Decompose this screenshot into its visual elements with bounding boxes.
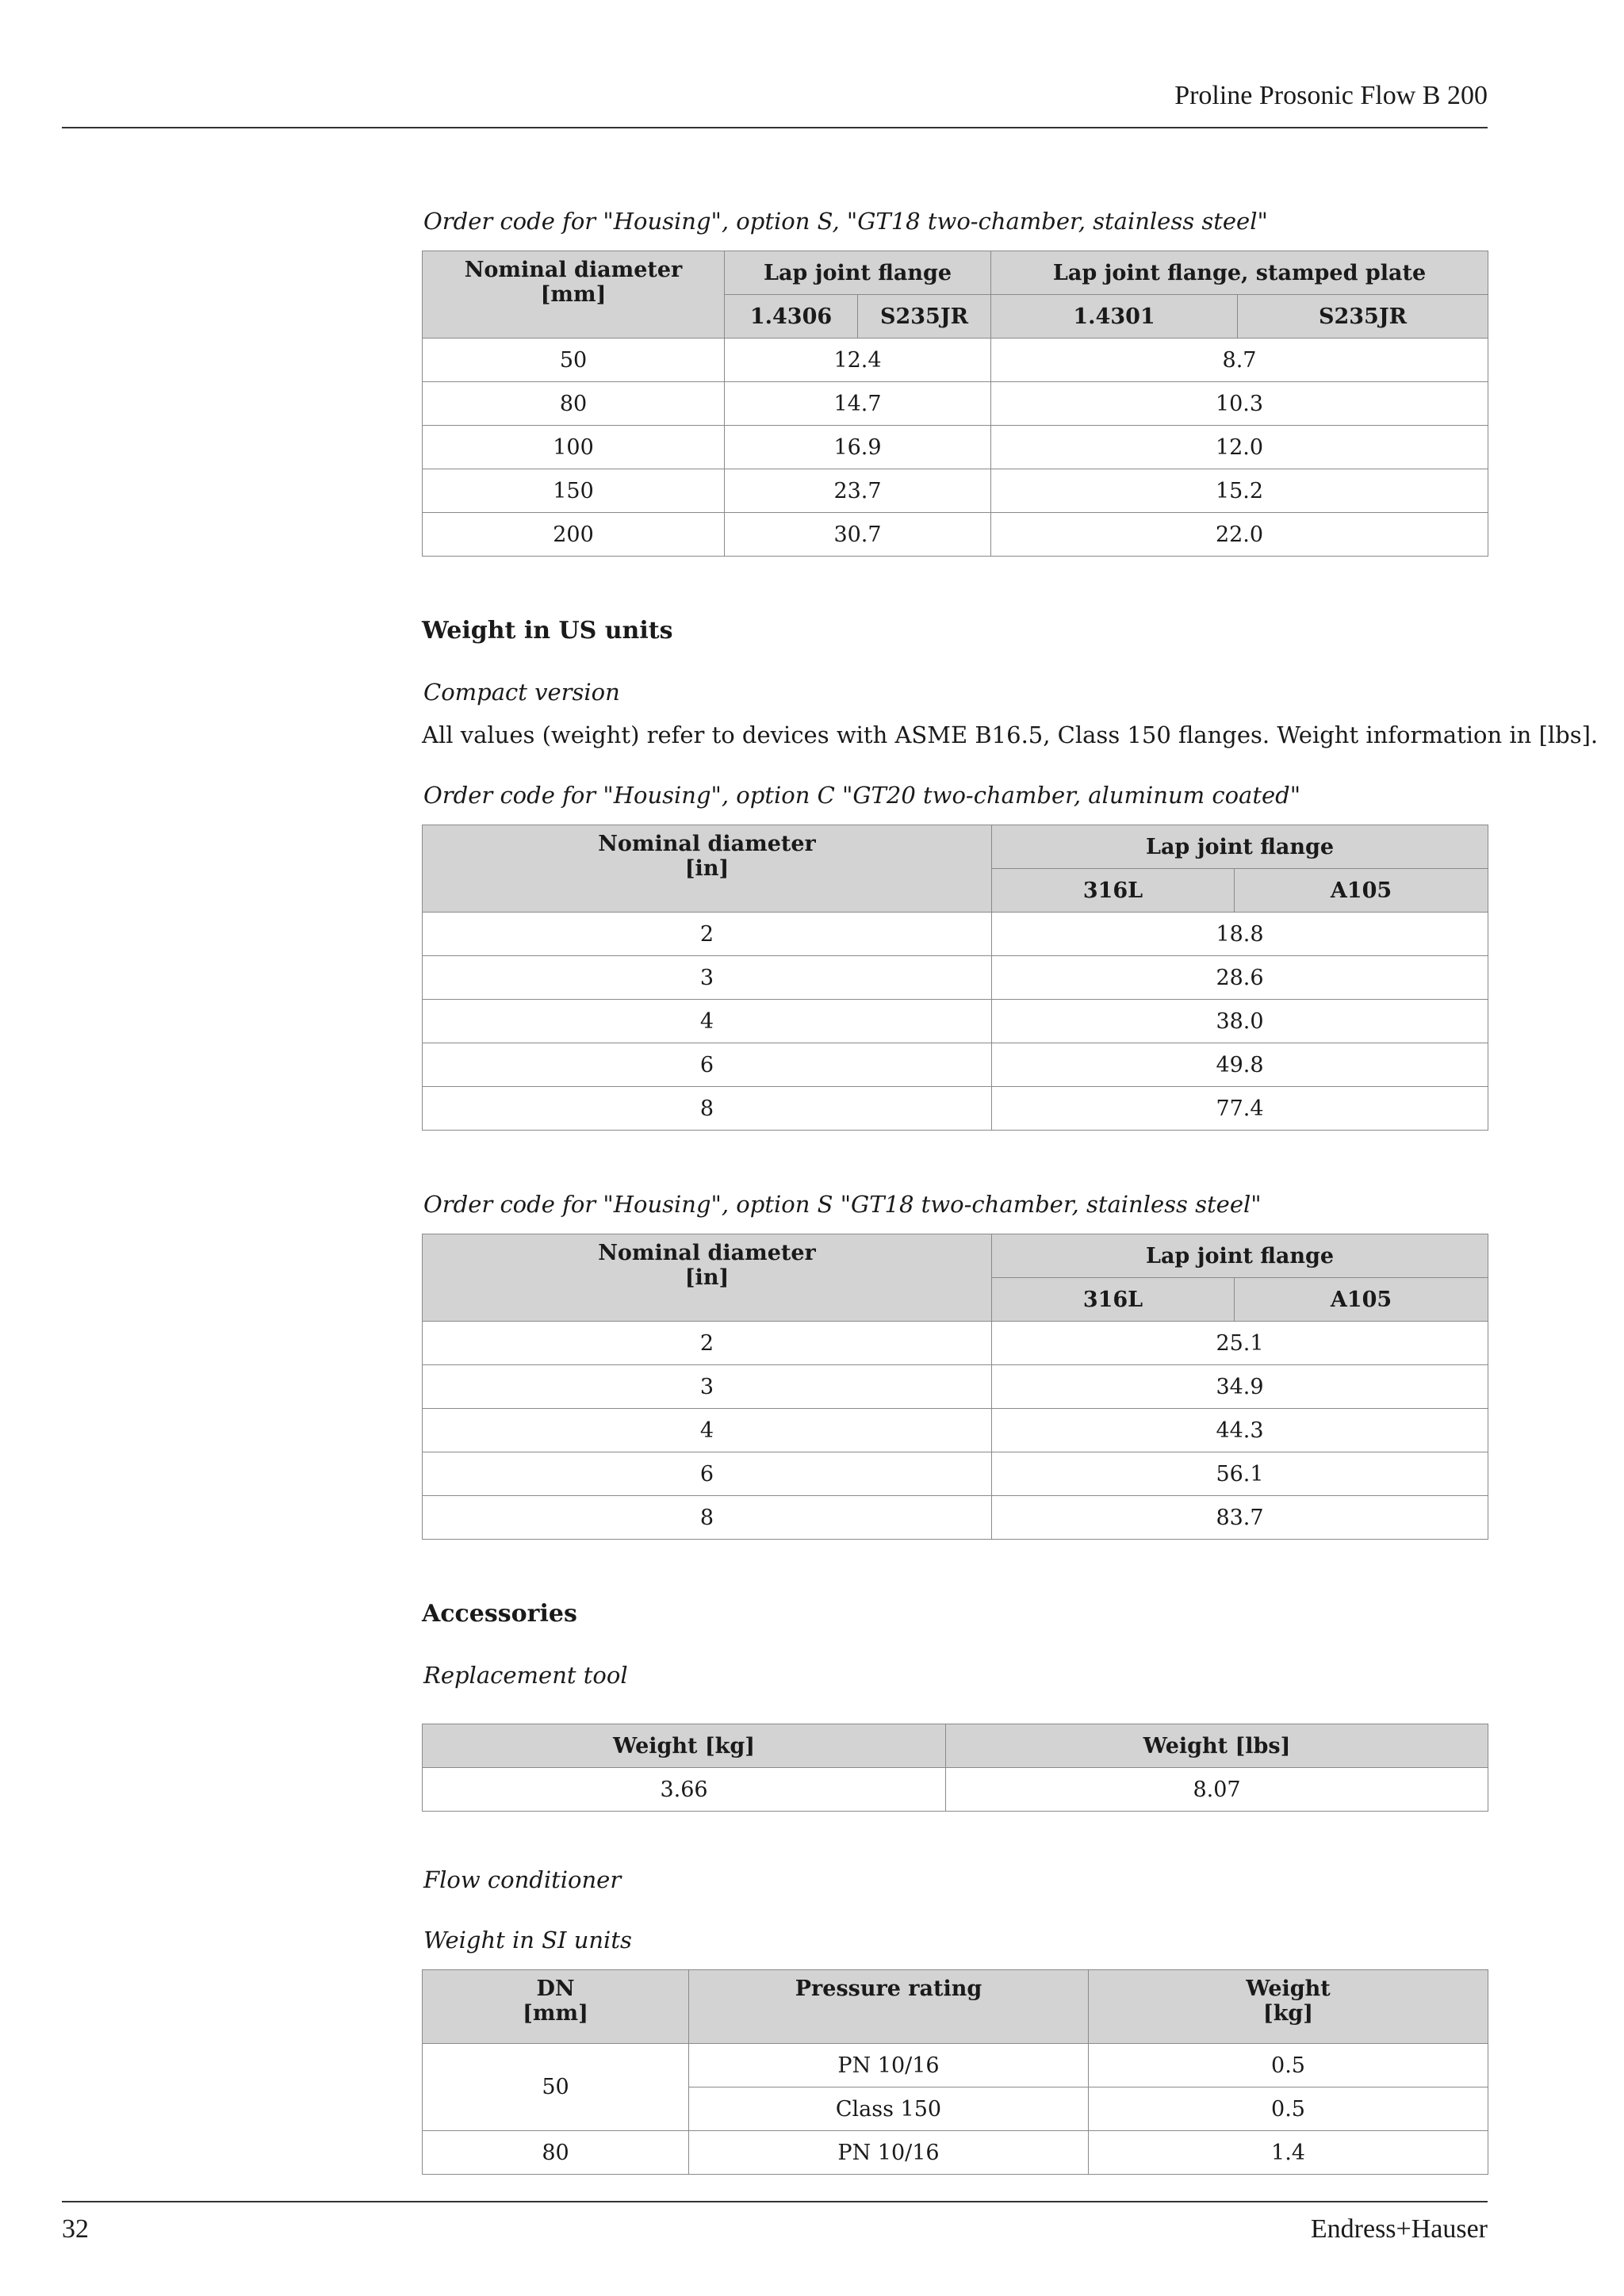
table2-sub-header: A105 — [1235, 869, 1488, 913]
table-cell: 49.8 — [992, 1043, 1488, 1087]
fc-header-weight-line2: [kg] — [1262, 2001, 1314, 2026]
table-cell: 80 — [423, 2131, 689, 2175]
table-cell: Class 150 — [689, 2087, 1089, 2131]
table2 — [422, 825, 1488, 1131]
table-cell: 22.0 — [991, 513, 1488, 557]
fc-header-weight-line1: Weight — [1246, 1976, 1331, 2001]
table-cell: 150 — [423, 469, 725, 513]
table-cell: 200 — [423, 513, 725, 557]
table1-header-line2: [mm] — [540, 282, 607, 307]
table-row — [423, 956, 1488, 1000]
table2-header-line2: [in] — [684, 856, 730, 881]
table1-sub-header: S235JR — [858, 295, 991, 339]
si-units-label: Weight in SI units — [423, 1927, 632, 1954]
section-title-accessories: Accessories — [422, 1600, 577, 1628]
fc-header-weight — [1089, 1970, 1488, 2044]
table-cell: 83.7 — [992, 1496, 1488, 1540]
table-row — [423, 1409, 1488, 1452]
table-cell: 80 — [423, 382, 725, 426]
table-row — [423, 1365, 1488, 1409]
table-row — [423, 339, 1488, 382]
table2-caption: Order code for "Housing", option C "GT20 two-chamber, aluminum coated" — [423, 782, 1301, 809]
table-row — [423, 2131, 1488, 2175]
table-cell: 15.2 — [991, 469, 1488, 513]
footer-rule — [62, 2201, 1488, 2202]
tool-header-weight-lbs: Weight [lbs] — [946, 1724, 1488, 1768]
table3-header-nominal-diameter — [423, 1234, 992, 1322]
table1-sub-header: 1.4301 — [991, 295, 1238, 339]
fc-header-dn — [423, 1970, 689, 2044]
table1-sub-header: 1.4306 — [725, 295, 858, 339]
table-cell: 30.7 — [725, 513, 991, 557]
table-cell: 8 — [423, 1087, 992, 1131]
header-title: Proline Prosonic Flow B 200 — [1174, 81, 1488, 110]
table-cell: 6 — [423, 1043, 992, 1087]
table-row — [423, 1496, 1488, 1540]
table-cell: 25.1 — [992, 1322, 1488, 1365]
table-cell: 100 — [423, 426, 725, 469]
table-cell: 8.7 — [991, 339, 1488, 382]
table-cell: 3 — [423, 956, 992, 1000]
table-row — [423, 913, 1488, 956]
table3-sub-header: A105 — [1235, 1278, 1488, 1322]
table-row — [423, 513, 1488, 557]
table-cell: 4 — [423, 1000, 992, 1043]
table-cell: 1.4 — [1089, 2131, 1488, 2175]
table-cell: 0.5 — [1089, 2044, 1488, 2087]
table1-header-stamped-plate: Lap joint flange, stamped plate — [991, 251, 1488, 295]
table-cell: 2 — [423, 1322, 992, 1365]
table3-header-line1: Nominal diameter — [598, 1241, 816, 1265]
table3-header-line2: [in] — [684, 1265, 730, 1290]
table-cell: 50 — [423, 339, 725, 382]
fc-header-dn-line1: DN — [536, 1976, 575, 2001]
footer-brand: Endress+Hauser — [1310, 2214, 1488, 2244]
table-cell: 6 — [423, 1452, 992, 1496]
table-cell: 12.0 — [991, 426, 1488, 469]
compact-version-label: Compact version — [423, 679, 620, 706]
table-row — [423, 1087, 1488, 1131]
table-row — [423, 2044, 1488, 2087]
table3 — [422, 1234, 1488, 1540]
table-cell: 38.0 — [992, 1000, 1488, 1043]
table-cell: 3 — [423, 1365, 992, 1409]
table-cell: PN 10/16 — [689, 2131, 1089, 2175]
section-title-us-units: Weight in US units — [422, 617, 673, 645]
table-cell: 44.3 — [992, 1409, 1488, 1452]
tool-header-weight-kg: Weight [kg] — [423, 1724, 946, 1768]
table-row — [423, 382, 1488, 426]
table-cell: 14.7 — [725, 382, 991, 426]
table3-header-lap-joint-flange: Lap joint flange — [992, 1234, 1488, 1278]
table-cell: 8 — [423, 1496, 992, 1540]
table-row — [423, 1452, 1488, 1496]
table1-caption: Order code for "Housing", option S, "GT18 two-chamber, stainless steel" — [423, 208, 1268, 235]
table2-header-line1: Nominal diameter — [598, 832, 816, 856]
table-cell: 18.8 — [992, 913, 1488, 956]
table1-header-line1: Nominal diameter — [464, 258, 683, 282]
replacement-tool-table — [422, 1724, 1488, 1812]
table-cell: 3.66 — [423, 1768, 946, 1812]
flow-conditioner-label: Flow conditioner — [423, 1866, 622, 1893]
weight-note: All values (weight) refer to devices with ASME B16.5, Class 150 flanges. Weight information in [lbs]. — [422, 721, 1599, 748]
table-cell: 28.6 — [992, 956, 1488, 1000]
table-row — [423, 426, 1488, 469]
table-row — [423, 1000, 1488, 1043]
table-cell: 8.07 — [946, 1768, 1488, 1812]
table2-header-lap-joint-flange: Lap joint flange — [992, 825, 1488, 869]
table1 — [422, 251, 1488, 557]
table2-header-nominal-diameter — [423, 825, 992, 913]
page-number: 32 — [62, 2214, 89, 2244]
table-row — [423, 1768, 1488, 1812]
table-cell: 2 — [423, 913, 992, 956]
table-cell: 34.9 — [992, 1365, 1488, 1409]
fc-header-dn-line2: [mm] — [523, 2001, 588, 2026]
table-cell: 16.9 — [725, 426, 991, 469]
header-rule — [62, 127, 1488, 128]
table-row — [423, 469, 1488, 513]
table-cell: 4 — [423, 1409, 992, 1452]
table3-sub-header: 316L — [992, 1278, 1235, 1322]
table-cell: PN 10/16 — [689, 2044, 1089, 2087]
table-row — [423, 1043, 1488, 1087]
flow-conditioner-table — [422, 1969, 1488, 2175]
table-cell: 12.4 — [725, 339, 991, 382]
table2-sub-header: 316L — [992, 869, 1235, 913]
table-cell: 77.4 — [992, 1087, 1488, 1131]
table3-caption: Order code for "Housing", option S "GT18 two-chamber, stainless steel" — [423, 1191, 1262, 1218]
table-cell: 23.7 — [725, 469, 991, 513]
table-cell: 10.3 — [991, 382, 1488, 426]
table-cell: 56.1 — [992, 1452, 1488, 1496]
table-row — [423, 1322, 1488, 1365]
table1-sub-header: S235JR — [1238, 295, 1488, 339]
table-cell: 50 — [423, 2044, 689, 2131]
replacement-tool-label: Replacement tool — [423, 1662, 628, 1689]
table1-header-lap-joint-flange: Lap joint flange — [725, 251, 991, 295]
table1-header-nominal-diameter — [423, 251, 725, 339]
fc-header-pressure-rating: Pressure rating — [689, 1970, 1089, 2044]
table-cell: 0.5 — [1089, 2087, 1488, 2131]
